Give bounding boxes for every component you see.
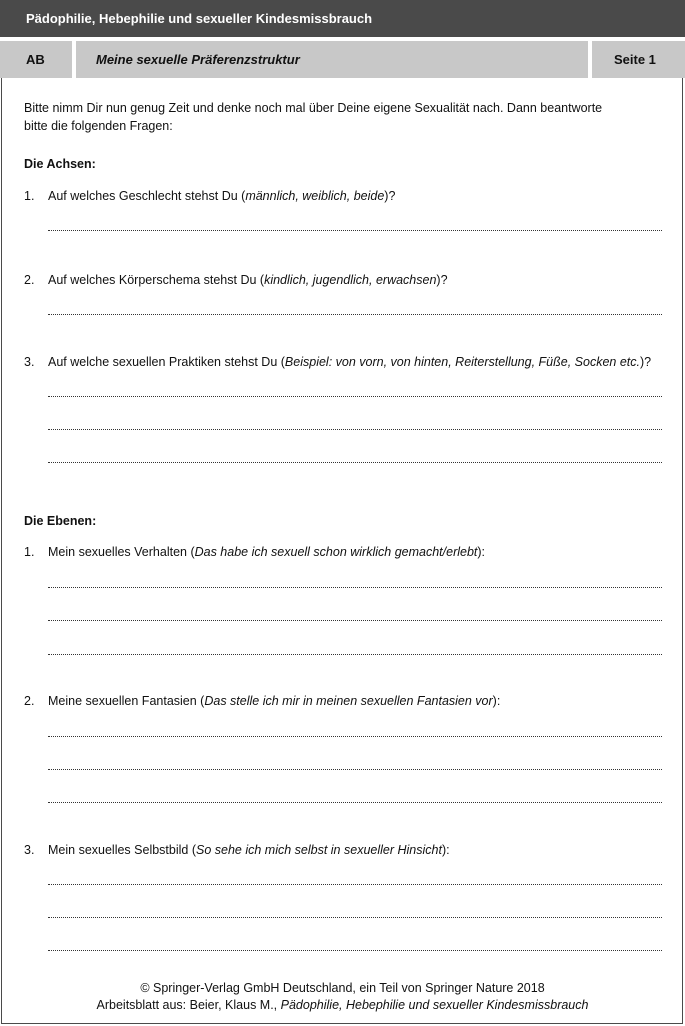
question-hint: kindlich, jugendlich, erwachsen xyxy=(264,273,437,287)
question-hint: Das stelle ich mir in meinen sexuellen Fantasien vor xyxy=(204,694,493,708)
copyright-footer xyxy=(0,980,685,1014)
answer-line[interactable] xyxy=(48,230,662,231)
question-hint: männlich, weiblich, beide xyxy=(245,189,385,203)
answer-line[interactable] xyxy=(48,884,662,885)
question-ebenen-1 xyxy=(48,543,485,561)
question-text: Meine sexuellen Fantasien ( xyxy=(48,694,205,708)
question-ebenen-2 xyxy=(48,692,500,710)
question-end: )? xyxy=(639,355,652,369)
question-number: 3. xyxy=(24,843,35,857)
question-hint: Das habe ich sexuell schon wirklich gemacht/erlebt xyxy=(194,545,478,559)
question-text: Auf welche sexuellen Praktiken stehst Du ( xyxy=(48,355,285,369)
source-book-title: Pädophilie, Hebephilie und sexueller Kindesmissbrauch xyxy=(280,998,589,1012)
answer-line[interactable] xyxy=(48,736,662,737)
answer-line[interactable] xyxy=(48,654,662,655)
question-hint: So sehe ich mich selbst in sexueller Hinsicht xyxy=(196,843,442,857)
question-achsen-1 xyxy=(48,187,395,205)
sheet-title-text: Meine sexuelle Präferenzstruktur xyxy=(96,52,300,67)
answer-line[interactable] xyxy=(48,917,662,918)
answer-line[interactable] xyxy=(48,802,662,803)
ab-label-text: AB xyxy=(26,52,45,67)
intro-text xyxy=(24,99,602,135)
question-ebenen-3 xyxy=(48,841,450,859)
page-number xyxy=(592,41,685,78)
question-text: Auf welches Geschlecht stehst Du ( xyxy=(48,189,246,203)
answer-line[interactable] xyxy=(48,429,662,430)
copyright-line: © Springer-Verlag GmbH Deutschland, ein Teil von Springer Nature 2018 xyxy=(140,981,545,995)
question-text: Mein sexuelles Selbstbild ( xyxy=(48,843,196,857)
question-achsen-2 xyxy=(48,271,448,289)
source-line xyxy=(0,997,685,1014)
question-end: ): xyxy=(477,545,486,559)
question-end: ): xyxy=(441,843,450,857)
question-text: Mein sexuelles Verhalten ( xyxy=(48,545,195,559)
question-end: )? xyxy=(384,189,396,203)
answer-line[interactable] xyxy=(48,314,662,315)
source-prefix: Arbeitsblatt aus: Beier, Klaus M., xyxy=(96,998,281,1012)
document-title-bar xyxy=(0,0,685,37)
section-heading-ebenen: Die Ebenen: xyxy=(24,514,97,528)
question-number: 1. xyxy=(24,189,35,203)
section-heading-achsen: Die Achsen: xyxy=(24,157,96,171)
question-number: 2. xyxy=(24,273,35,287)
question-hint: Beispiel: von vorn, von hinten, Reiterstellung, Füße, Socken etc. xyxy=(284,355,640,369)
question-number: 2. xyxy=(24,694,35,708)
page-number-text: Seite 1 xyxy=(614,52,656,67)
answer-line[interactable] xyxy=(48,462,662,463)
question-number: 1. xyxy=(24,545,35,559)
question-text: Auf welches Körperschema stehst Du ( xyxy=(48,273,265,287)
document-title: Pädophilie, Hebephilie und sexueller Kindesmissbrauch xyxy=(26,11,373,26)
intro-line-1: Bitte nimm Dir nun genug Zeit und denke noch mal über Deine eigene Sexualität nach. Dann beantworte xyxy=(24,101,603,115)
answer-line[interactable] xyxy=(48,620,662,621)
sheet-header-bar xyxy=(0,41,685,78)
sheet-title xyxy=(76,41,588,78)
answer-line[interactable] xyxy=(48,587,662,588)
answer-line[interactable] xyxy=(48,950,662,951)
answer-line[interactable] xyxy=(48,769,662,770)
ab-label xyxy=(0,41,72,78)
question-end: ): xyxy=(492,694,501,708)
question-number: 3. xyxy=(24,355,35,369)
question-end: )? xyxy=(436,273,448,287)
intro-line-2: bitte die folgenden Fragen: xyxy=(24,119,173,133)
answer-line[interactable] xyxy=(48,396,662,397)
question-achsen-3 xyxy=(48,353,651,371)
